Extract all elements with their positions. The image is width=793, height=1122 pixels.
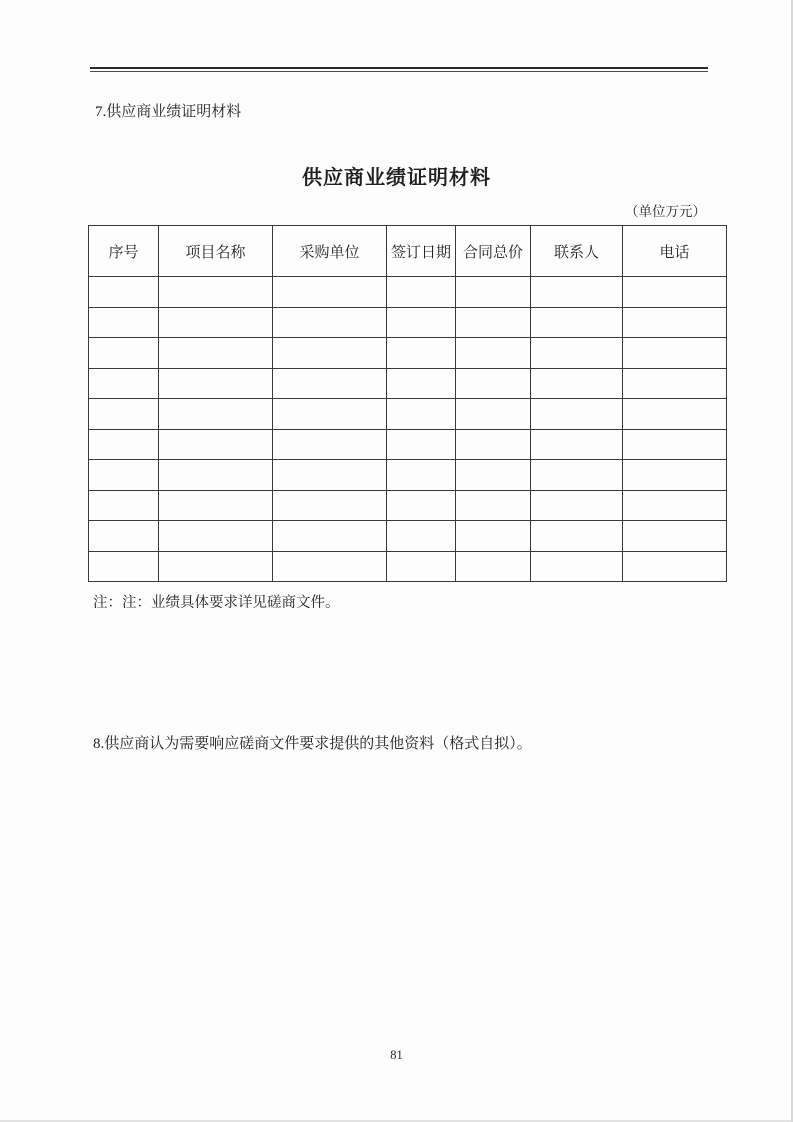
table-cell (456, 551, 531, 582)
table-cell (89, 551, 159, 582)
table-cell (623, 521, 727, 552)
table-cell (387, 307, 456, 338)
table-cell (531, 551, 623, 582)
table-cell (273, 460, 387, 491)
page-number: 81 (390, 1048, 403, 1062)
table-cell (89, 399, 159, 430)
table-cell (89, 338, 159, 369)
table-cell (387, 551, 456, 582)
table-cell (89, 521, 159, 552)
table-cell (387, 277, 456, 308)
table-cell (159, 460, 273, 491)
column-header-index: 序号 (89, 226, 159, 277)
table-cell (89, 490, 159, 521)
table-cell (456, 399, 531, 430)
table-cell (273, 551, 387, 582)
table-row (89, 429, 727, 460)
table-cell (89, 460, 159, 491)
header-double-rule (90, 67, 708, 72)
table-cell (623, 490, 727, 521)
table-cell (273, 399, 387, 430)
table-cell (623, 307, 727, 338)
table-cell (89, 368, 159, 399)
table-cell (159, 277, 273, 308)
table-cell (273, 521, 387, 552)
table-cell (273, 429, 387, 460)
table-row (89, 277, 727, 308)
table-cell (623, 551, 727, 582)
table-cell (159, 551, 273, 582)
performance-table (88, 225, 727, 582)
table-cell (456, 460, 531, 491)
table-row (89, 368, 727, 399)
table-cell (531, 338, 623, 369)
table-cell (159, 399, 273, 430)
table-cell (531, 521, 623, 552)
section8-heading: 8.供应商认为需要响应磋商文件要求提供的其他资料（格式自拟）。 (93, 736, 532, 752)
table-cell (159, 429, 273, 460)
table-cell (387, 368, 456, 399)
table-cell (531, 490, 623, 521)
table-cell (273, 277, 387, 308)
table-cell (456, 429, 531, 460)
table-cell (531, 460, 623, 491)
table-cell (456, 338, 531, 369)
table-row (89, 399, 727, 430)
table-cell (623, 277, 727, 308)
table-cell (387, 490, 456, 521)
table-cell (456, 368, 531, 399)
table-cell (623, 338, 727, 369)
table-cell (623, 460, 727, 491)
column-header-buyer: 采购单位 (273, 226, 387, 277)
table-cell (159, 368, 273, 399)
column-header-phone: 电话 (623, 226, 727, 277)
table-cell (273, 368, 387, 399)
table-cell (89, 429, 159, 460)
table-cell (387, 338, 456, 369)
column-header-project: 项目名称 (159, 226, 273, 277)
table-row (89, 521, 727, 552)
table-body (89, 277, 727, 582)
table-cell (273, 490, 387, 521)
table-cell (531, 277, 623, 308)
table-cell (387, 460, 456, 491)
table-cell (456, 490, 531, 521)
table-header-row (89, 226, 727, 277)
table-row (89, 307, 727, 338)
table-cell (273, 338, 387, 369)
table-row (89, 490, 727, 521)
table-cell (159, 307, 273, 338)
table-cell (387, 521, 456, 552)
table-row (89, 460, 727, 491)
table-cell (456, 521, 531, 552)
table-cell (387, 399, 456, 430)
table-cell (623, 368, 727, 399)
table-cell (623, 399, 727, 430)
table-cell (531, 399, 623, 430)
table-cell (89, 277, 159, 308)
page-title: 供应商业绩证明材料 (302, 167, 491, 189)
column-header-contact: 联系人 (531, 226, 623, 277)
unit-label: （单位万元） (625, 204, 706, 219)
table-cell (531, 429, 623, 460)
table-cell (159, 338, 273, 369)
column-header-price: 合同总价 (456, 226, 531, 277)
table-cell (456, 307, 531, 338)
table-row (89, 551, 727, 582)
table-note: 注：注：业绩具体要求详见磋商文件。 (93, 595, 340, 611)
table-cell (456, 277, 531, 308)
table-cell (387, 429, 456, 460)
table-row (89, 338, 727, 369)
table-cell (159, 490, 273, 521)
section7-heading: 7.供应商业绩证明材料 (95, 104, 242, 120)
table-cell (273, 307, 387, 338)
table-cell (159, 521, 273, 552)
column-header-date: 签订日期 (387, 226, 456, 277)
table-cell (531, 307, 623, 338)
table-cell (531, 368, 623, 399)
table-cell (89, 307, 159, 338)
table-cell (623, 429, 727, 460)
